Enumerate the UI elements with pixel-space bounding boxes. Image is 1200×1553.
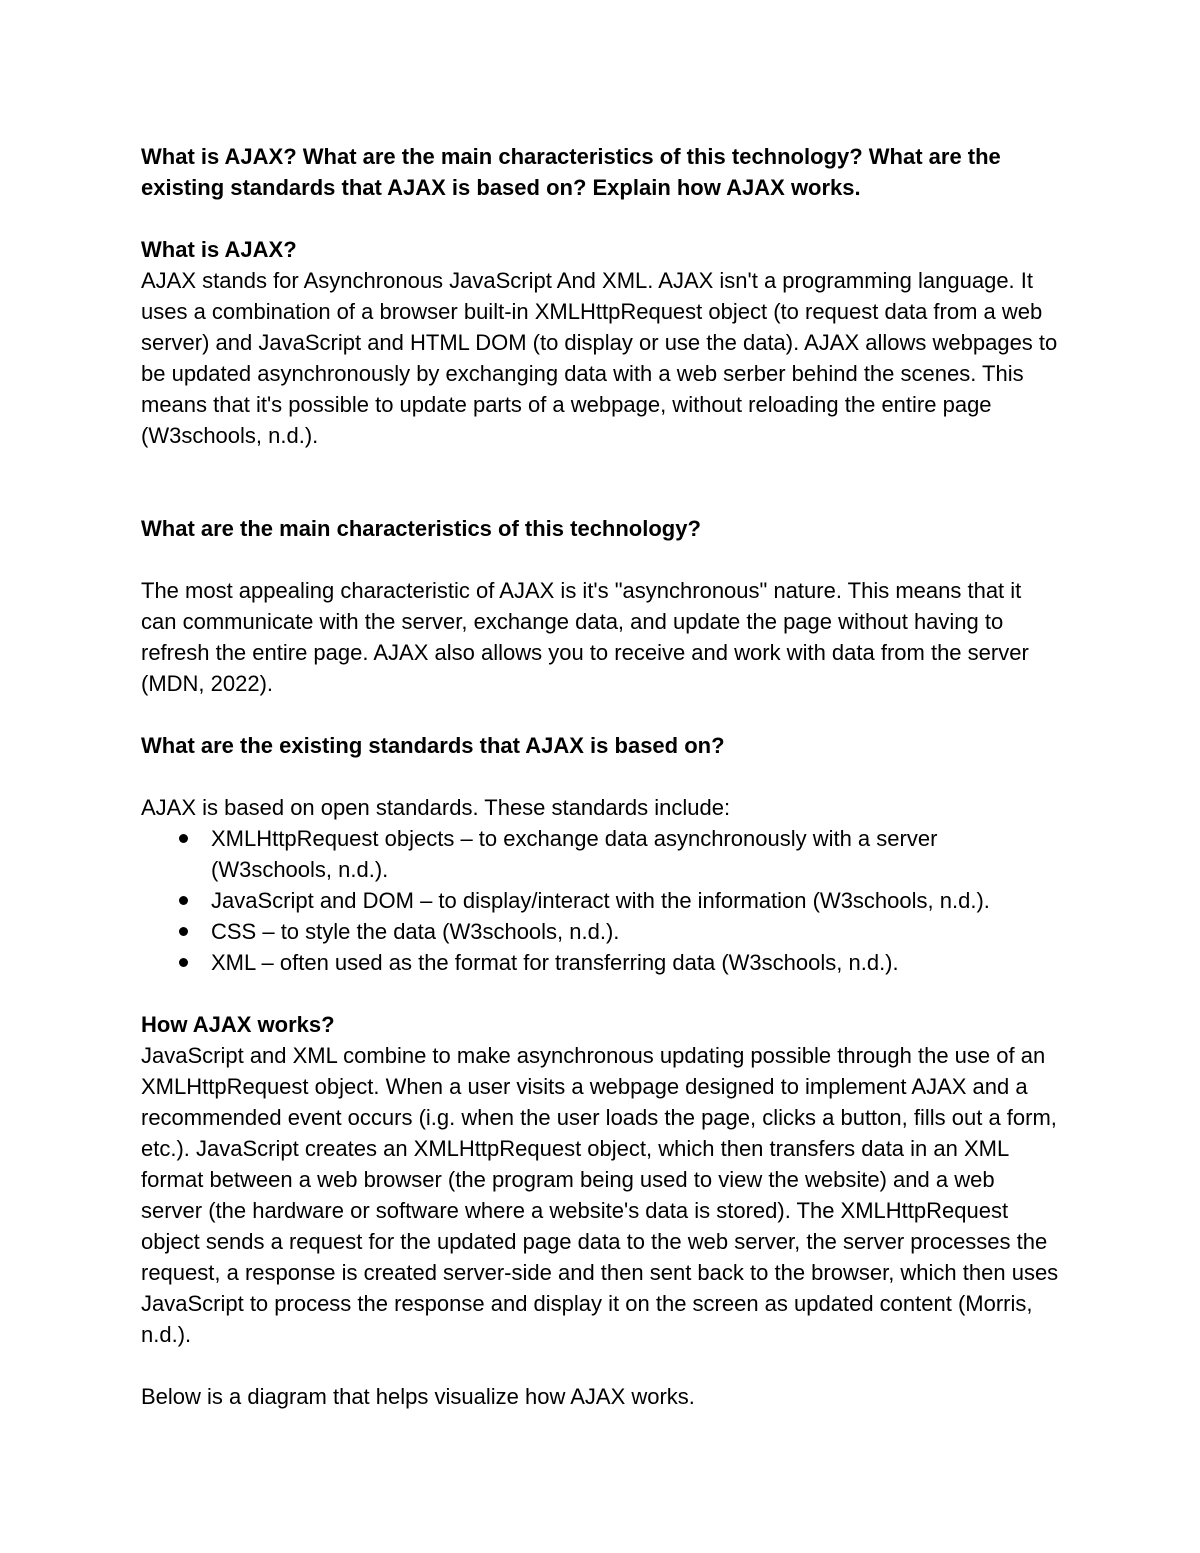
list-item bbox=[141, 916, 1061, 947]
bullet-icon bbox=[179, 927, 188, 936]
list-item-text: CSS – to style the data (W3schools, n.d.). bbox=[211, 919, 620, 944]
paragraph-characteristics: The most appealing characteristic of AJAX is it's "asynchronous" nature. This means that it can communicate with the server, exchange data, and update the page without having to refresh the entire page. AJAX also allows you to receive and work with data from the server (MDN, 2022). bbox=[141, 578, 1029, 696]
heading-standards: What are the existing standards that AJAX is based on? bbox=[141, 733, 725, 758]
spacer bbox=[141, 544, 1061, 575]
list-item-text: XML – often used as the format for transferring data (W3schools, n.d.). bbox=[211, 950, 899, 975]
spacer bbox=[141, 451, 1061, 513]
document-title: What is AJAX? What are the main characteristics of this technology? What are the existing standards that AJAX is based on? Explain how AJAX works. bbox=[141, 144, 1001, 200]
spacer bbox=[141, 761, 1061, 792]
spacer bbox=[141, 1350, 1061, 1381]
heading-how-ajax-works: How AJAX works? bbox=[141, 1012, 335, 1037]
spacer bbox=[141, 699, 1061, 730]
document-page bbox=[141, 141, 1061, 1412]
bullet-icon bbox=[179, 958, 188, 967]
bullet-icon bbox=[179, 896, 188, 905]
paragraph-how-ajax-works: JavaScript and XML combine to make asynchronous updating possible through the use of an XMLHttpRequest object. When a user visits a webpage designed to implement AJAX and a recommended event occurs (i.g. when the user loads the page, clicks a button, fills out a form, etc.). JavaScript creates an XMLHttpRequest object, which then transfers data in an XML format between a web browser (the program being used to view the website) and a web server (the hardware or software where a website's data is stored). The XMLHttpRequest object sends a request for the updated page data to the web server, the server processes the request, a response is created server-side and then sent back to the browser, which then uses JavaScript to process the response and display it on the screen as updated content (Morris, n.d.). bbox=[141, 1043, 1059, 1347]
list-item bbox=[141, 947, 1061, 978]
heading-characteristics: What are the main characteristics of this technology? bbox=[141, 516, 701, 541]
standards-list bbox=[141, 823, 1061, 978]
paragraph-what-is-ajax: AJAX stands for Asynchronous JavaScript And XML. AJAX isn't a programming language. It uses a combination of a browser built-in XMLHttpRequest object (to request data from a web server) and JavaScript and HTML DOM (to display or use the data). AJAX allows webpages to be updated asynchronously by exchanging data with a web serber behind the scenes. This means that it's possible to update parts of a webpage, without reloading the entire page (W3schools, n.d.). bbox=[141, 268, 1058, 448]
heading-what-is-ajax: What is AJAX? bbox=[141, 237, 297, 262]
paragraph-closing: Below is a diagram that helps visualize how AJAX works. bbox=[141, 1384, 695, 1409]
list-item bbox=[141, 823, 1061, 885]
spacer bbox=[141, 203, 1061, 234]
bullet-icon bbox=[179, 834, 188, 843]
list-item-text: JavaScript and DOM – to display/interact with the information (W3schools, n.d.). bbox=[211, 888, 990, 913]
paragraph-standards-intro: AJAX is based on open standards. These standards include: bbox=[141, 795, 731, 820]
list-item-text: XMLHttpRequest objects – to exchange data asynchronously with a server (W3schools, n.d.). bbox=[211, 826, 938, 882]
list-item bbox=[141, 885, 1061, 916]
spacer bbox=[141, 978, 1061, 1009]
